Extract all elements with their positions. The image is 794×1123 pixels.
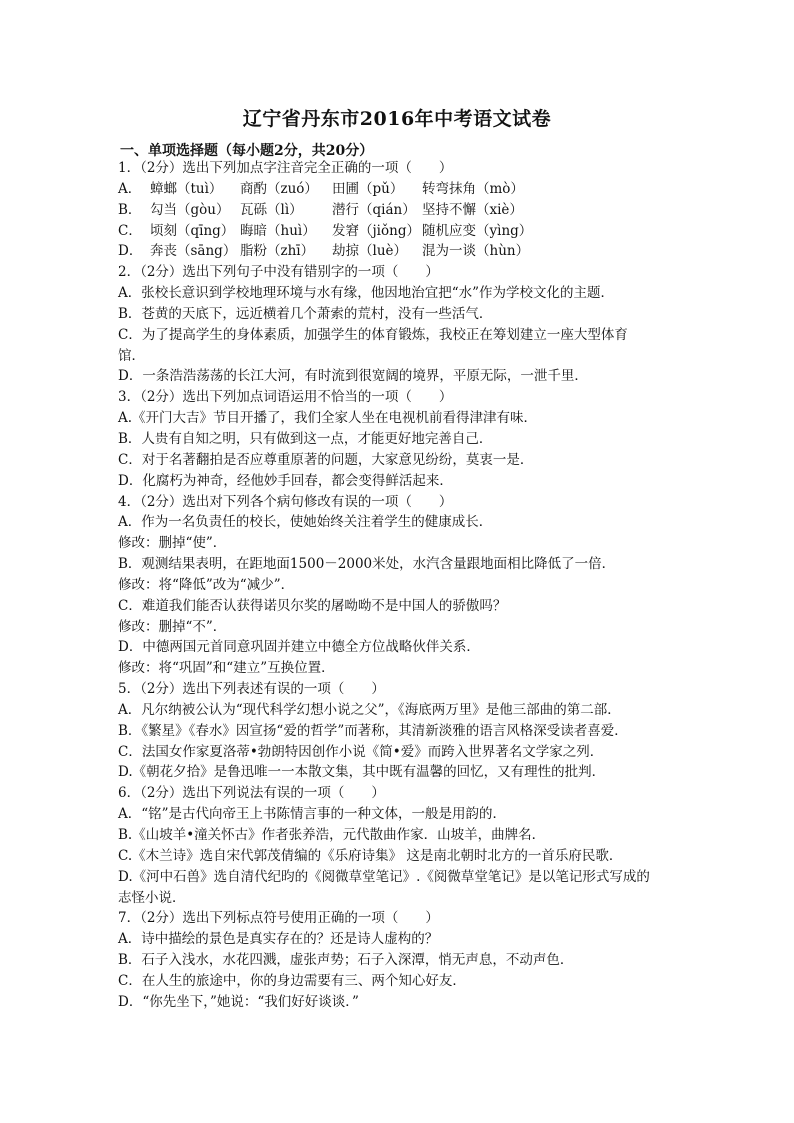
text-line: D.《朝花夕拾》是鲁迅唯一一本散文集，其中既有温馨的回忆，又有理性的批判． bbox=[118, 764, 606, 781]
option-item: 勾当（gòu） bbox=[150, 201, 230, 218]
text-line: A．诗中描绘的景色是真实存在的？还是诗人虚构的？ bbox=[118, 931, 439, 948]
text-line: A．凡尔纳被公认为“现代科学幻想小说之父”，《海底两万里》是他三部曲的第二部． bbox=[118, 701, 621, 718]
option-letter: A． bbox=[118, 180, 142, 197]
option-item: 晦暗（huì） bbox=[240, 222, 316, 239]
option-item: 田圃（pǔ） bbox=[332, 180, 404, 197]
option-item: 商酌（zuó） bbox=[240, 180, 318, 197]
text-line: 5．（2分）选出下列表述有误的一项（ ） bbox=[118, 681, 385, 698]
answer-option bbox=[118, 221, 678, 242]
page-title: 辽宁省丹东市2016年中考语文试卷 bbox=[242, 108, 552, 130]
text-line: 修改：删掉“使”． bbox=[118, 535, 227, 552]
text-line: 7．（2分）选出下列标点符号使用正确的一项（ ） bbox=[118, 910, 439, 927]
option-item: 转弯抹角（mò） bbox=[422, 180, 524, 197]
option-item: 坚持不懈（xiè） bbox=[422, 201, 523, 218]
option-item: 随机应变（yìng） bbox=[422, 222, 533, 239]
text-line: B．《繁星》《春水》因宣扬“爱的哲学”而著称，其清新淡雅的语言风格深受读者喜爱． bbox=[118, 722, 628, 739]
option-item: 潜行（qián） bbox=[332, 201, 416, 218]
text-line: 馆． bbox=[118, 347, 145, 364]
text-line: A．张校长意识到学校地理环境与水有缘，他因地治宜把“水”作为学校文化的主题． bbox=[118, 285, 615, 302]
option-item: 劫掠（luè） bbox=[332, 243, 408, 260]
text-line: 修改：删掉“不”． bbox=[118, 618, 227, 635]
option-letter: D． bbox=[118, 243, 143, 260]
option-item: 顷刻（qīng） bbox=[150, 222, 235, 239]
text-line: D．中德两国元首同意巩固并建立中德全方位战略伙伴关系． bbox=[118, 639, 480, 656]
text-line: B．苍黄的天底下，远近横着几个萧索的荒村，没有一些活气． bbox=[118, 305, 493, 322]
text-line: D．“你先坐下，”她说：“我们好好谈谈．” bbox=[118, 993, 359, 1010]
text-line: A.《开门大吉》节目开播了，我们全家人坐在电视机前看得津津有味． bbox=[118, 410, 538, 427]
option-item: 混为一谈（hùn） bbox=[422, 243, 530, 260]
text-line: B．观测结果表明，在距地面1500－2000米处，水汽含量跟地面相比降低了一倍． bbox=[118, 556, 616, 573]
text-line: B．人贵有自知之明，只有做到这一点，才能更好地完善自己． bbox=[118, 430, 493, 447]
section-heading: 一、单项选择题（每小题2分，共20分） bbox=[120, 143, 374, 159]
answer-option bbox=[118, 179, 678, 200]
text-line: 修改：将“降低”改为“减少”． bbox=[118, 576, 295, 593]
option-item: 蟑螂（tuì） bbox=[150, 180, 223, 197]
text-line: 2．（2分）选出下列句子中没有错别字的一项（ ） bbox=[118, 264, 439, 281]
text-line: 3．（2分）选出下列加点词语运用不恰当的一项（ ） bbox=[118, 389, 453, 406]
text-line: C.《木兰诗》选自宋代郭茂倩编的《乐府诗集》 这是南北朝时北方的一首乐府民歌． bbox=[118, 847, 623, 864]
text-line: D.《河中石兽》选自清代纪昀的《阅微草堂笔记》.《阅微草堂笔记》是以笔记形式写成的 bbox=[118, 868, 650, 885]
text-line: C．对于名著翻拍是否应尊重原著的问题，大家意见纷纷，莫衷一是． bbox=[118, 451, 534, 468]
text-line: 志怪小说． bbox=[118, 889, 186, 906]
option-item: 瓦砾（lì） bbox=[240, 201, 303, 218]
text-line: D．一条浩浩荡荡的长江大河，有时流到很宽阔的境界，平原无际，一泄千里． bbox=[118, 368, 588, 385]
answer-option bbox=[118, 241, 678, 262]
text-line: C．难道我们能否认获得诺贝尔奖的屠呦呦不是中国人的骄傲吗？ bbox=[118, 597, 507, 614]
text-line: B．石子入浅水，水花四溅，虚张声势；石子入深潭，悄无声息，不动声色． bbox=[118, 952, 574, 969]
exam-body bbox=[118, 158, 678, 1013]
text-line: 6．（2分）选出下列说法有误的一项（ ） bbox=[118, 785, 385, 802]
text-line: C．在人生的旅途中，你的身边需要有三、两个知心好友． bbox=[118, 972, 466, 989]
text-line: C．法国女作家夏洛蒂•勃朗特因创作小说《简•爱》而跨入世界著名文学家之列． bbox=[118, 743, 604, 760]
text-line: D．化腐朽为神奇，经他妙手回春，都会变得鲜活起来． bbox=[118, 472, 453, 489]
text-line: 修改：将“巩固”和“建立”互换位置． bbox=[118, 660, 335, 677]
text-line: B.《山坡羊•潼关怀古》作者张养浩，元代散曲作家．山坡羊，曲牌名． bbox=[118, 827, 546, 843]
text-line: A．作为一名负责任的校长，使她始终关注着学生的健康成长． bbox=[118, 514, 493, 531]
text-line: 4．（2分）选出对下列各个病句修改有误的一项（ ） bbox=[118, 493, 453, 510]
option-item: 发窘（jiǒng） bbox=[332, 222, 420, 239]
option-letter: C． bbox=[118, 222, 142, 239]
text-line: C．为了提高学生的身体素质，加强学生的体育锻炼，我校正在筹划建立一座大型体育 bbox=[118, 326, 628, 343]
question-stem: 1．（2分）选出下列加点字注音完全正确的一项（ ） bbox=[118, 160, 453, 176]
option-letter: B． bbox=[118, 201, 142, 218]
answer-option bbox=[118, 200, 678, 221]
option-item: 脂粉（zhī） bbox=[240, 243, 315, 260]
text-line: A．“铭”是古代向帝王上书陈情言事的一种文体，一般是用韵的． bbox=[118, 806, 507, 823]
option-item: 奔丧（sāng） bbox=[150, 243, 237, 260]
